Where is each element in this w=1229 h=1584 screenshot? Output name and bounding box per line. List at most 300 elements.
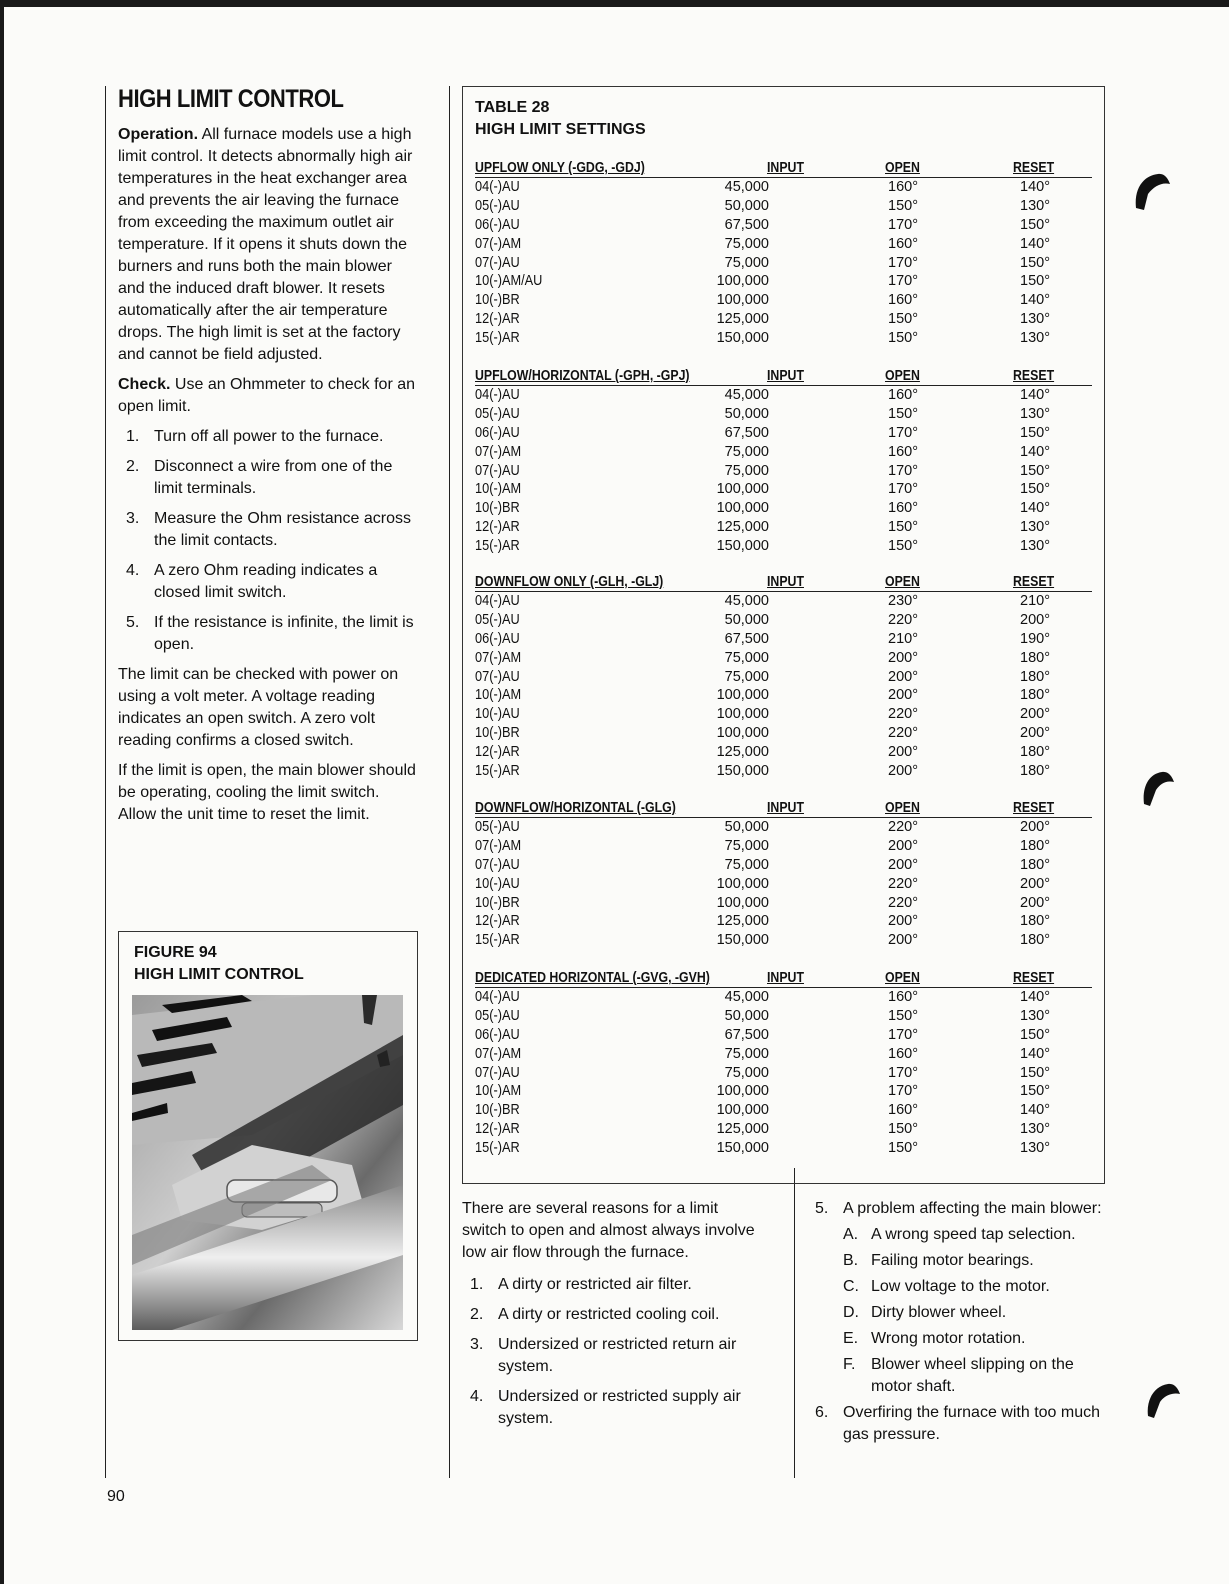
- table-row: [475, 724, 1092, 743]
- model-cell: 10(-)BR: [475, 292, 520, 309]
- reset-cell: 180°: [1020, 932, 1050, 949]
- model-cell: 07(-)AU: [475, 462, 520, 479]
- table-row: [475, 424, 1092, 443]
- table-row: [475, 1064, 1092, 1083]
- model-cell: 10(-)AM: [475, 1083, 522, 1100]
- reset-cell: 140°: [1020, 500, 1050, 517]
- table-28: [462, 86, 1105, 1184]
- open-cell: 220°: [888, 894, 918, 911]
- model-cell: 06(-)AU: [475, 216, 520, 233]
- table-row: [475, 216, 1092, 235]
- column-header-open: OPEN: [885, 800, 920, 816]
- column-header-open: OPEN: [885, 970, 920, 986]
- column-header-open: OPEN: [885, 160, 920, 176]
- open-cell: 220°: [888, 611, 918, 628]
- binder-hole-mark: [1140, 768, 1176, 808]
- check-steps-list: [118, 426, 418, 656]
- table-row: [475, 291, 1092, 310]
- table-row: [475, 1045, 1092, 1064]
- input-cell: 75,000: [724, 443, 769, 460]
- input-cell: 100,000: [716, 1083, 769, 1100]
- model-cell: 06(-)AU: [475, 424, 520, 441]
- reset-cell: 200°: [1020, 894, 1050, 911]
- input-cell: 75,000: [724, 235, 769, 252]
- model-cell: 06(-)AU: [475, 630, 520, 647]
- table-row: [475, 1101, 1092, 1120]
- open-cell: 160°: [888, 235, 918, 252]
- reset-cell: 180°: [1020, 913, 1050, 930]
- table-section-header: [475, 969, 1092, 988]
- open-cell: 160°: [888, 387, 918, 403]
- reset-cell: 150°: [1020, 273, 1050, 290]
- model-cell: 12(-)AR: [475, 311, 520, 328]
- table-row: [475, 630, 1092, 649]
- section-name: DEDICATED HORIZONTAL (-GVG, -GVH): [475, 970, 710, 986]
- column-header-reset: RESET: [1013, 800, 1055, 816]
- input-cell: 67,500: [724, 630, 769, 647]
- list-item: F. Blower wheel slipping on the motor shaft.: [843, 1356, 1074, 1395]
- table-row: [475, 686, 1092, 705]
- model-cell: 07(-)AU: [475, 856, 520, 873]
- model-cell: 10(-)AM: [475, 481, 522, 498]
- page-number: 90: [107, 1488, 125, 1505]
- reset-cell: 130°: [1020, 405, 1050, 422]
- table-row: [475, 462, 1092, 481]
- input-cell: 150,000: [716, 330, 769, 347]
- reset-cell: 200°: [1020, 875, 1050, 892]
- list-item: 1. A dirty or restricted air filter.: [470, 1276, 692, 1293]
- table-row: [475, 1082, 1092, 1101]
- open-cell: 170°: [888, 424, 918, 441]
- section-name: DOWNFLOW/HORIZONTAL (-GLG): [475, 800, 676, 816]
- model-cell: 04(-)AU: [475, 179, 520, 195]
- list-item: B. Failing motor bearings.: [843, 1252, 1034, 1269]
- table-section-header: [475, 573, 1092, 592]
- input-cell: 75,000: [724, 254, 769, 271]
- section-name: DOWNFLOW ONLY (-GLH, -GLJ): [475, 574, 664, 590]
- figure-number: FIGURE 94: [134, 944, 217, 961]
- blower-problems-column: [815, 1198, 1105, 1450]
- operation-paragraph: [118, 124, 418, 366]
- figure-title: HIGH LIMIT CONTROL: [134, 966, 304, 983]
- input-cell: 50,000: [724, 611, 769, 628]
- open-cell: 160°: [888, 1045, 918, 1062]
- table-section: [475, 799, 1092, 950]
- reasons-list-continued: [815, 1198, 1105, 1446]
- open-cell: 170°: [888, 254, 918, 271]
- input-cell: 75,000: [724, 1064, 769, 1081]
- table-number: TABLE 28: [475, 99, 550, 116]
- model-cell: 12(-)AR: [475, 913, 520, 930]
- left-border-rule: [0, 0, 4, 1584]
- model-cell: 05(-)AU: [475, 1007, 520, 1024]
- reset-cell: 150°: [1020, 254, 1050, 271]
- input-cell: 125,000: [716, 913, 769, 930]
- model-cell: 06(-)AU: [475, 1026, 520, 1043]
- model-cell: 04(-)AU: [475, 989, 520, 1005]
- list-item: 4. Undersized or restricted supply air system.: [470, 1388, 741, 1427]
- reset-cell: 200°: [1020, 725, 1050, 742]
- operation-text: All furnace models use a high limit control. It detects abnormally high air temperatures in the heat exchanger area and prevents the air leaving the furnace from exceeding the maximum outlet air temperature. If it opens it shuts down the burners and runs both the main blower and the induced draft blower. It resets automatically after the air temperature drops. The high limit is set at the factory and cannot be field adjusted.: [118, 126, 413, 363]
- volt-meter-paragraph: The limit can be checked with power on using a volt meter. A voltage reading indicates an open switch. A zero volt reading confirms a closed switch.: [118, 666, 399, 749]
- table-row: [475, 649, 1092, 668]
- table-row: [475, 443, 1092, 462]
- open-cell: 170°: [888, 462, 918, 479]
- model-cell: 15(-)AR: [475, 763, 520, 780]
- reset-cell: 130°: [1020, 311, 1050, 328]
- table-section: [475, 573, 1092, 781]
- input-cell: 75,000: [724, 837, 769, 854]
- model-cell: 12(-)AR: [475, 1121, 520, 1138]
- open-cell: 200°: [888, 687, 918, 704]
- model-cell: 12(-)AR: [475, 519, 520, 536]
- open-cell: 200°: [888, 744, 918, 761]
- reset-cell: 180°: [1020, 837, 1050, 854]
- model-cell: 07(-)AU: [475, 254, 520, 271]
- input-cell: 100,000: [716, 273, 769, 290]
- reset-cell: 150°: [1020, 424, 1050, 441]
- reset-cell: 180°: [1020, 649, 1050, 666]
- open-cell: 160°: [888, 292, 918, 309]
- reset-cell: 200°: [1020, 611, 1050, 628]
- reset-cell: 180°: [1020, 687, 1050, 704]
- model-cell: 04(-)AU: [475, 387, 520, 403]
- table-row: [475, 875, 1092, 894]
- input-cell: 100,000: [716, 875, 769, 892]
- input-cell: 67,500: [724, 424, 769, 441]
- model-cell: 15(-)AR: [475, 1140, 520, 1157]
- table-row: [475, 705, 1092, 724]
- open-cell: 150°: [888, 519, 918, 536]
- model-cell: 07(-)AM: [475, 235, 522, 252]
- table-section-header: [475, 799, 1092, 818]
- table-row: [475, 329, 1092, 348]
- reset-cell: 140°: [1020, 989, 1050, 1005]
- column-header-input: INPUT: [767, 368, 804, 384]
- list-item: 4. A zero Ohm reading indicates a closed limit switch.: [126, 562, 378, 601]
- table-row: [475, 499, 1092, 518]
- input-cell: 50,000: [724, 819, 769, 835]
- reset-cell: 130°: [1020, 1140, 1050, 1157]
- input-cell: 100,000: [716, 292, 769, 309]
- model-cell: 07(-)AU: [475, 1064, 520, 1081]
- model-cell: 10(-)AM/AU: [475, 273, 543, 290]
- reset-cell: 150°: [1020, 462, 1050, 479]
- open-cell: 150°: [888, 1007, 918, 1024]
- input-cell: 100,000: [716, 1102, 769, 1119]
- reset-cell: 130°: [1020, 197, 1050, 214]
- open-cell: 170°: [888, 1083, 918, 1100]
- input-cell: 100,000: [716, 706, 769, 723]
- reset-cell: 150°: [1020, 216, 1050, 233]
- open-cell: 220°: [888, 875, 918, 892]
- section-name: UPFLOW ONLY (-GDG, -GDJ): [475, 160, 645, 176]
- table-section-header: [475, 159, 1092, 178]
- input-cell: 75,000: [724, 668, 769, 685]
- input-cell: 45,000: [724, 593, 769, 609]
- middle-column-rule: [449, 86, 450, 1478]
- open-cell: 150°: [888, 1121, 918, 1138]
- table-row: [475, 837, 1092, 856]
- reset-cell: 140°: [1020, 179, 1050, 195]
- open-cell: 170°: [888, 273, 918, 290]
- table-section: [475, 159, 1092, 348]
- open-cell: 170°: [888, 216, 918, 233]
- open-cell: 150°: [888, 1140, 918, 1157]
- list-item: C. Low voltage to the motor.: [843, 1278, 1050, 1295]
- figure-caption: [134, 942, 304, 986]
- check-label: Check.: [118, 376, 171, 393]
- reset-cell: 150°: [1020, 481, 1050, 498]
- table-row: [475, 254, 1092, 273]
- open-cell: 150°: [888, 197, 918, 214]
- table-row: [475, 480, 1092, 499]
- input-cell: 150,000: [716, 538, 769, 555]
- reset-cell: 190°: [1020, 630, 1050, 647]
- open-cell: 200°: [888, 856, 918, 873]
- list-item: 5. A problem affecting the main blower: A. A wrong speed tap selection. B. Failing motor bearings. C. Low voltage to the motor. D. Dirty blower wheel. E. Wrong motor rotation. F. Blower wheel slipping on the motor shaft.: [815, 1198, 1105, 1398]
- input-cell: 125,000: [716, 311, 769, 328]
- model-cell: 10(-)BR: [475, 894, 520, 911]
- input-cell: 67,500: [724, 216, 769, 233]
- check-paragraph: [118, 374, 418, 418]
- open-cell: 220°: [888, 725, 918, 742]
- model-cell: 10(-)BR: [475, 725, 520, 742]
- column-header-open: OPEN: [885, 574, 920, 590]
- input-cell: 125,000: [716, 1121, 769, 1138]
- input-cell: 67,500: [724, 1026, 769, 1043]
- open-cell: 160°: [888, 500, 918, 517]
- model-cell: 15(-)AR: [475, 538, 520, 555]
- model-cell: 07(-)AM: [475, 837, 522, 854]
- column-header-input: INPUT: [767, 574, 804, 590]
- open-cell: 200°: [888, 837, 918, 854]
- input-cell: 150,000: [716, 1140, 769, 1157]
- table-row: [475, 1026, 1092, 1045]
- open-cell: 200°: [888, 668, 918, 685]
- reset-cell: 180°: [1020, 856, 1050, 873]
- operation-label: Operation.: [118, 126, 199, 143]
- list-item: 3. Measure the Ohm resistance across the limit contacts.: [126, 510, 411, 549]
- model-cell: 07(-)AM: [475, 1045, 522, 1062]
- open-cell: 150°: [888, 405, 918, 422]
- list-item: E. Wrong motor rotation.: [843, 1330, 1026, 1347]
- model-cell: 05(-)AU: [475, 405, 520, 422]
- model-cell: 05(-)AU: [475, 611, 520, 628]
- reset-cell: 150°: [1020, 1026, 1050, 1043]
- input-cell: 45,000: [724, 179, 769, 195]
- list-item: 1. Turn off all power to the furnace.: [126, 428, 384, 445]
- model-cell: 04(-)AU: [475, 593, 520, 609]
- table-row: [475, 743, 1092, 762]
- open-cell: 170°: [888, 1064, 918, 1081]
- table-row: [475, 405, 1092, 424]
- input-cell: 75,000: [724, 462, 769, 479]
- model-cell: 15(-)AR: [475, 932, 520, 949]
- list-item: 2. Disconnect a wire from one of the limit terminals.: [126, 458, 393, 497]
- section-heading: HIGH LIMIT CONTROL: [118, 85, 344, 113]
- model-cell: 07(-)AM: [475, 443, 522, 460]
- column-header-input: INPUT: [767, 160, 804, 176]
- column-header-reset: RESET: [1013, 970, 1055, 986]
- table-row: [475, 931, 1092, 950]
- column-header-reset: RESET: [1013, 368, 1055, 384]
- model-cell: 12(-)AR: [475, 744, 520, 761]
- open-cell: 230°: [888, 593, 918, 609]
- input-cell: 50,000: [724, 1007, 769, 1024]
- table-row: [475, 537, 1092, 556]
- table-row: [475, 856, 1092, 875]
- table-row: [475, 235, 1092, 254]
- table-row: [475, 762, 1092, 781]
- reset-cell: 140°: [1020, 235, 1050, 252]
- table-section: [475, 969, 1092, 1158]
- input-cell: 150,000: [716, 763, 769, 780]
- input-cell: 100,000: [716, 894, 769, 911]
- list-item: 5. If the resistance is infinite, the limit is open.: [126, 614, 414, 653]
- open-cell: 220°: [888, 819, 918, 835]
- input-cell: 50,000: [724, 405, 769, 422]
- reset-cell: 180°: [1020, 763, 1050, 780]
- list-item: D. Dirty blower wheel.: [843, 1304, 1007, 1321]
- reset-cell: 150°: [1020, 1064, 1050, 1081]
- input-cell: 75,000: [724, 856, 769, 873]
- model-cell: 07(-)AM: [475, 649, 522, 666]
- table-caption: [475, 97, 646, 141]
- open-cell: 200°: [888, 649, 918, 666]
- reset-cell: 200°: [1020, 819, 1050, 835]
- table-row: [475, 668, 1092, 687]
- limit-open-paragraph: If the limit is open, the main blower should be operating, cooling the limit switch. Allow the unit time to reset the limit.: [118, 762, 416, 823]
- left-column-rule: [105, 86, 106, 1478]
- open-cell: 150°: [888, 311, 918, 328]
- input-cell: 50,000: [724, 197, 769, 214]
- figure-94: [118, 931, 418, 1341]
- reset-cell: 130°: [1020, 1121, 1050, 1138]
- top-border-rule: [0, 0, 1229, 7]
- input-cell: 100,000: [716, 725, 769, 742]
- open-cell: 200°: [888, 763, 918, 780]
- input-cell: 100,000: [716, 687, 769, 704]
- bottom-column-rule: [794, 1168, 795, 1478]
- reset-cell: 140°: [1020, 443, 1050, 460]
- model-cell: 10(-)AU: [475, 875, 520, 892]
- reset-cell: 140°: [1020, 387, 1050, 403]
- limit-reasons-column: [462, 1198, 762, 1438]
- reset-cell: 150°: [1020, 1083, 1050, 1100]
- reset-cell: 140°: [1020, 292, 1050, 309]
- model-cell: 15(-)AR: [475, 330, 520, 347]
- table-row: [475, 518, 1092, 537]
- column-header-input: INPUT: [767, 970, 804, 986]
- table-row: [475, 611, 1092, 630]
- open-cell: 200°: [888, 932, 918, 949]
- model-cell: 10(-)BR: [475, 500, 520, 517]
- open-cell: 220°: [888, 706, 918, 723]
- model-cell: 10(-)AU: [475, 706, 520, 723]
- reset-cell: 130°: [1020, 538, 1050, 555]
- table-row: [475, 818, 1092, 837]
- open-cell: 160°: [888, 179, 918, 195]
- table-row: [475, 1120, 1092, 1139]
- input-cell: 45,000: [724, 387, 769, 403]
- input-cell: 100,000: [716, 500, 769, 517]
- high-limit-control-photo: [132, 995, 403, 1330]
- table-section: [475, 367, 1092, 556]
- open-cell: 150°: [888, 330, 918, 347]
- reset-cell: 130°: [1020, 519, 1050, 536]
- list-item: 6. Overfiring the furnace with too much gas pressure.: [815, 1404, 1101, 1443]
- left-column: [118, 84, 418, 834]
- table-row: [475, 912, 1092, 931]
- table-row: [475, 178, 1092, 197]
- open-cell: 160°: [888, 1102, 918, 1119]
- reset-cell: 130°: [1020, 330, 1050, 347]
- binder-hole-mark: [1144, 1378, 1182, 1420]
- table-row: [475, 197, 1092, 216]
- model-cell: 10(-)AM: [475, 687, 522, 704]
- reset-cell: 210°: [1020, 593, 1050, 609]
- table-row: [475, 592, 1092, 611]
- input-cell: 100,000: [716, 481, 769, 498]
- list-item: 2. A dirty or restricted cooling coil.: [470, 1306, 720, 1323]
- reasons-intro: There are several reasons for a limit switch to open and almost always involve low air flow through the furnace.: [462, 1200, 755, 1261]
- model-cell: 05(-)AU: [475, 819, 520, 835]
- binder-hole-mark: [1132, 168, 1172, 212]
- list-item: A. A wrong speed tap selection.: [843, 1226, 1076, 1243]
- reset-cell: 200°: [1020, 706, 1050, 723]
- open-cell: 170°: [888, 481, 918, 498]
- list-item: 3. Undersized or restricted return air system.: [470, 1336, 737, 1375]
- open-cell: 160°: [888, 989, 918, 1005]
- column-header-reset: RESET: [1013, 574, 1055, 590]
- table-row: [475, 1007, 1092, 1026]
- table-title: HIGH LIMIT SETTINGS: [475, 121, 646, 138]
- model-cell: 05(-)AU: [475, 197, 520, 214]
- table-row: [475, 272, 1092, 291]
- model-cell: 10(-)BR: [475, 1102, 520, 1119]
- reset-cell: 140°: [1020, 1045, 1050, 1062]
- table-section-header: [475, 367, 1092, 386]
- reasons-list: [462, 1274, 762, 1430]
- open-cell: 150°: [888, 538, 918, 555]
- reset-cell: 130°: [1020, 1007, 1050, 1024]
- column-header-reset: RESET: [1013, 160, 1055, 176]
- input-cell: 150,000: [716, 932, 769, 949]
- input-cell: 75,000: [724, 649, 769, 666]
- input-cell: 45,000: [724, 989, 769, 1005]
- input-cell: 125,000: [716, 744, 769, 761]
- model-cell: 07(-)AU: [475, 668, 520, 685]
- table-row: [475, 1139, 1092, 1158]
- open-cell: 200°: [888, 913, 918, 930]
- section-name: UPFLOW/HORIZONTAL (-GPH, -GPJ): [475, 368, 690, 384]
- table-row: [475, 894, 1092, 913]
- input-cell: 75,000: [724, 1045, 769, 1062]
- column-header-input: INPUT: [767, 800, 804, 816]
- input-cell: 125,000: [716, 519, 769, 536]
- open-cell: 170°: [888, 1026, 918, 1043]
- blower-problems-list: [843, 1224, 1105, 1398]
- open-cell: 160°: [888, 443, 918, 460]
- table-row: [475, 988, 1092, 1007]
- check-text: Use an Ohmmeter to check for an open limit.: [118, 376, 416, 415]
- reset-cell: 180°: [1020, 744, 1050, 761]
- table-row: [475, 310, 1092, 329]
- column-header-open: OPEN: [885, 368, 920, 384]
- table-row: [475, 386, 1092, 405]
- reset-cell: 180°: [1020, 668, 1050, 685]
